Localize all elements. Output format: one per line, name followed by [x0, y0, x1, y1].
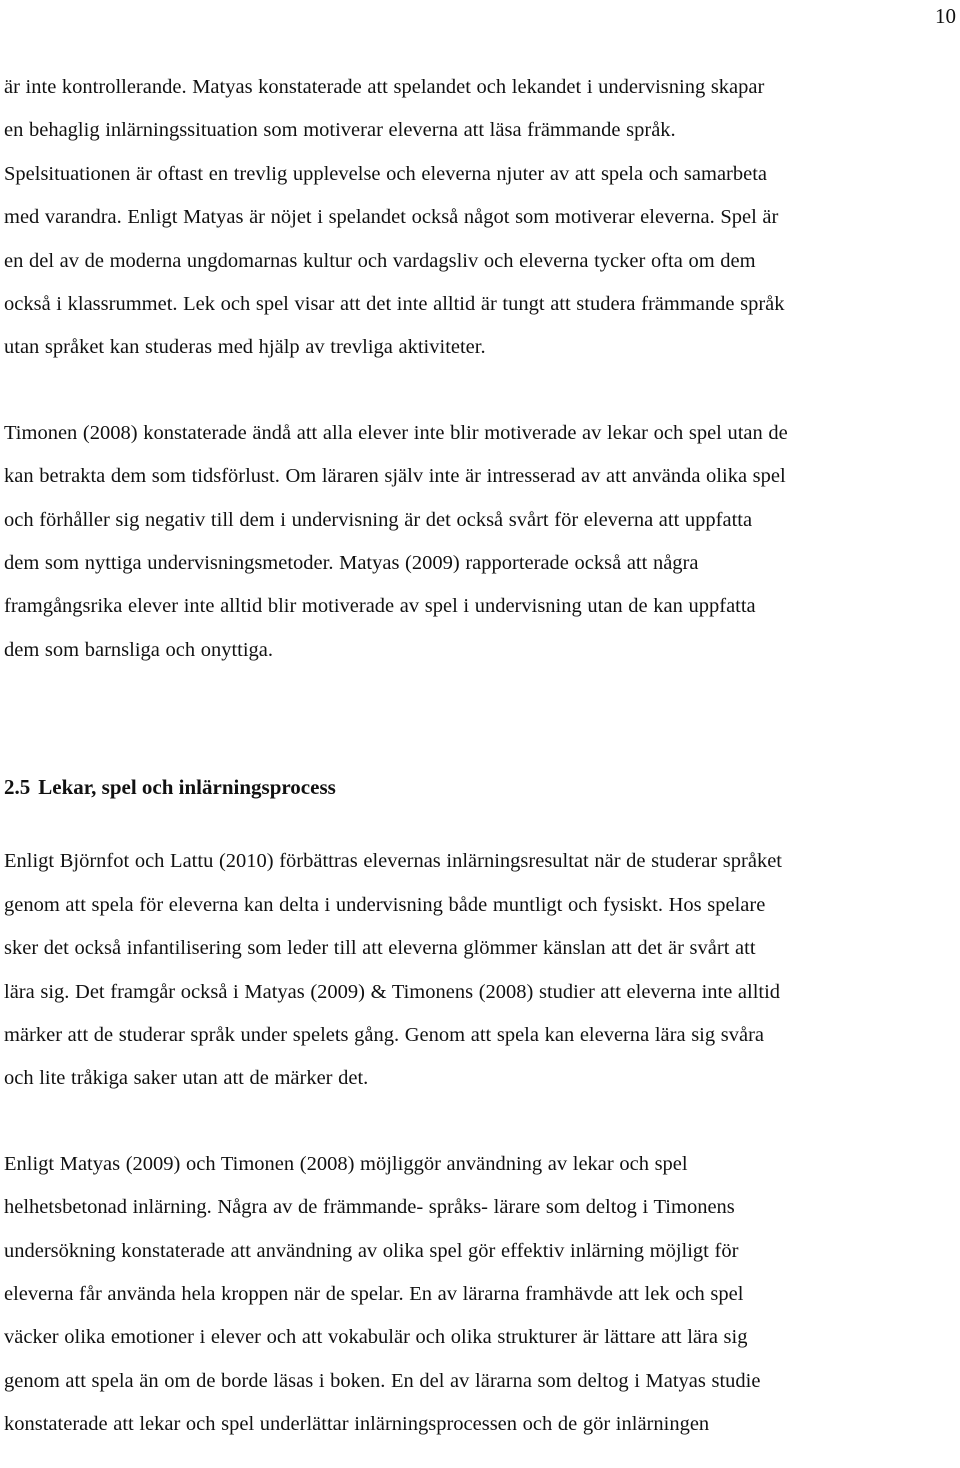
text-line: genom att spela än om de borde läsas i boken. En del av lärarna som deltog i Matyas studie [4, 1369, 761, 1392]
section-number: 2.5 [4, 775, 31, 800]
text-line: helhetsbetonad inlärning. Några av de främmande- språks- lärare som deltog i Timonens [4, 1196, 735, 1219]
text-line: Enligt Björnfot och Lattu (2010) förbättras elevernas inlärningsresultat när de studerar språket [4, 850, 782, 873]
page-number: 10 [935, 4, 956, 28]
text-line: och förhåller sig negativ till dem i undervisning är det också svårt för eleverna att uppfatta [4, 508, 753, 531]
section-title: Lekar, spel och inlärningsprocess [38, 775, 336, 800]
paragraph-timonen [4, 412, 960, 672]
text-line: väcker olika emotioner i elever och att vokabulär och olika strukturer är lättare att lära sig [4, 1326, 748, 1349]
document-page [4, 66, 960, 1447]
text-line: Timonen (2008) konstaterade ändå att alla elever inte blir motiverade av lekar och spel utan de [4, 421, 788, 444]
text-line: med varandra. Enligt Matyas är nöjet i spelandet också något som motiverar eleverna. Spel är [4, 206, 779, 229]
section-heading [4, 772, 960, 802]
text-line: är inte kontrollerande. Matyas konstaterade att spelandet och lekandet i undervisning skapar [4, 76, 765, 98]
text-line: utan språket kan studeras med hjälp av trevliga aktiviteter. [4, 336, 486, 359]
paragraph-helhet [4, 1143, 960, 1447]
text-line: en behaglig inlärningssituation som motiverar eleverna att läsa främmande språk. [4, 119, 676, 142]
text-line: dem som nyttiga undervisningsmetoder. Matyas (2009) rapporterade också att några [4, 552, 699, 575]
text-line: genom att spela för eleverna kan delta i undervisning både muntligt och fysiskt. Hos spelare [4, 893, 766, 916]
text-line: märker att de studerar språk under spelets gång. Genom att spela kan eleverna lära sig svåra [4, 1023, 765, 1046]
paragraph-motivation [4, 66, 960, 370]
text-line: framgångsrika elever inte alltid blir motiverade av spel i undervisning utan de kan uppfatta [4, 595, 756, 618]
text-line: Enligt Matyas (2009) och Timonen (2008) möjliggör användning av lekar och spel [4, 1152, 688, 1175]
text-line: Spelsituationen är oftast en trevlig upplevelse och eleverna njuter av att spela och samarbeta [4, 162, 768, 185]
text-line: en del av de moderna ungdomarnas kultur och vardagsliv och eleverna tycker ofta om dem [4, 249, 756, 272]
paragraph-bjornfot [4, 840, 960, 1100]
text-line: kan betrakta dem som tidsförlust. Om läraren själv inte är intresserad av att använda olika spel [4, 465, 786, 488]
text-line: och lite tråkiga saker utan att de märker det. [4, 1067, 369, 1090]
text-line: dem som barnsliga och onyttiga. [4, 638, 274, 661]
text-line: lära sig. Det framgår också i Matyas (2009) & Timonens (2008) studier att eleverna inte alltid [4, 980, 781, 1003]
text-line: också i klassrummet. Lek och spel visar att det inte alltid är tungt att studera främmande språk [4, 293, 785, 316]
text-line: eleverna får använda hela kroppen när de spelar. En av lärarna framhävde att lek och spel [4, 1282, 744, 1305]
text-line: konstaterade att lekar och spel underlättar inlärningsprocessen och de gör inlärningen [4, 1413, 710, 1436]
text-line: sker det också infantilisering som leder till att eleverna glömmer känslan att det är svårt att [4, 937, 756, 960]
text-line: undersökning konstaterade att användning av olika spel gör effektiv inlärning möjligt för [4, 1239, 739, 1262]
